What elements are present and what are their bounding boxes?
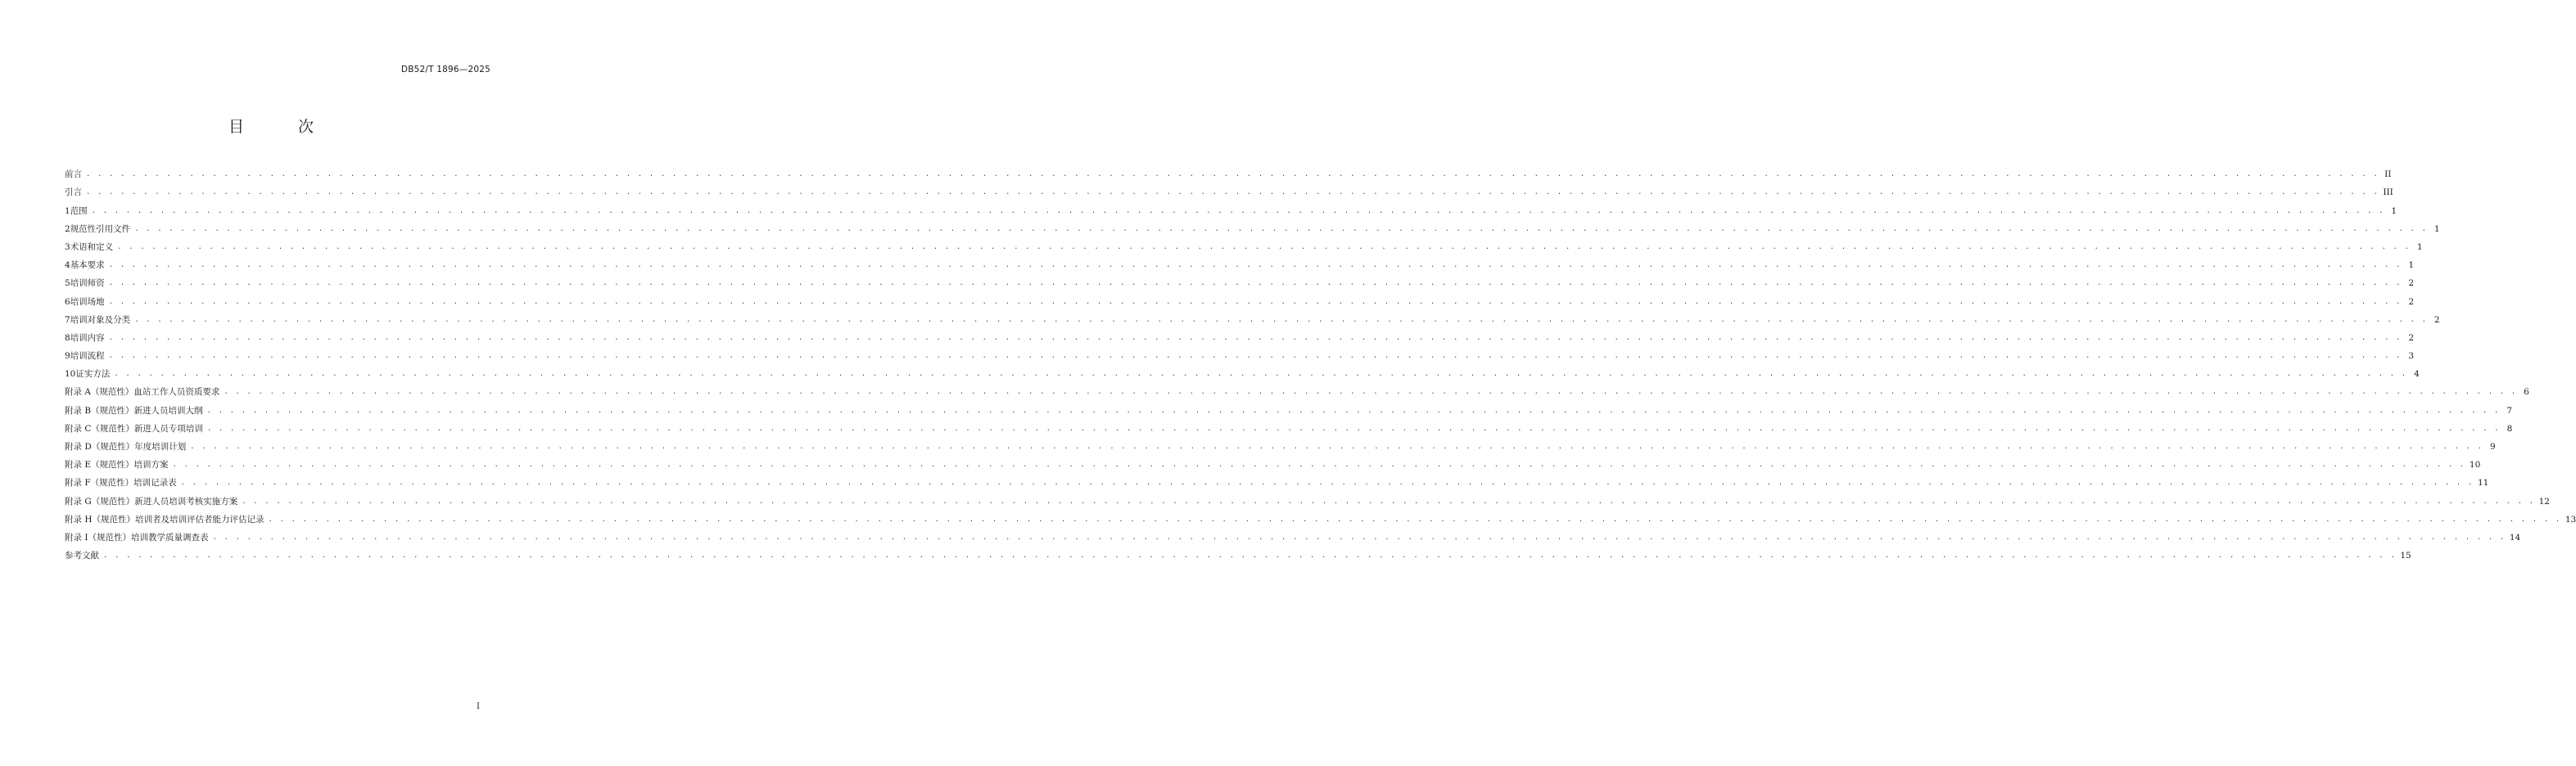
toc-annex-label: 附录 G（规范性） (65, 496, 135, 507)
toc-entry[interactable] (65, 525, 2521, 543)
toc-entry[interactable] (65, 289, 2415, 307)
toc-page-number: 2 (2408, 278, 2415, 289)
document-code: DB52/T 1896—2025 (400, 65, 490, 74)
toc-entry-title: 培训师资 (70, 278, 105, 289)
toc-page-number: 2 (2408, 332, 2415, 343)
table-of-contents (65, 162, 2576, 561)
toc-entry-title: 新进人员专项培训 (133, 423, 203, 434)
toc-clause-number: 4 (65, 260, 70, 271)
toc-entry[interactable] (65, 507, 2576, 525)
toc-entry-title: 新进人员培训考核实施方案 (134, 496, 238, 507)
toc-entry[interactable] (65, 453, 2481, 471)
toc-leader-dots: . . . . . . . . . . . . . . . . . . . . . . . . . . . . . . . . . . . . . . . . . . . . . . . . . . . . . . . . . . . . . . . . . . . . . . . . . . . . . . . . . . . . . . . . . . . . . . . . . . . . . . . . . . . . . . . . . . . . . . . . . . . . . . . . . . . . . . . . . . . . . . . . . . . . . . . . . . . . . . . . . . . . . . . . . . . . . . . . . . . . . . . . . . . . . . . . . . . . . . . . (86, 188, 2379, 197)
toc-page-number: 1 (2416, 241, 2423, 252)
toc-entry[interactable] (65, 198, 2397, 216)
toc-leader-dots: . . . . . . . . . . . . . . . . . . . . . . . . . . . . . . . . . . . . . . . . . . . . . . . . . . . . . . . . . . . . . . . . . . . . . . . . . . . . . . . . . . . . . . . . . . . . . . . . . . . . . . . . . . . . . . . . . . . . . . . . . . . . . . . . . . . . . . . . . . . . . . . . . . . . . . . . . . . . . . . . . . . . . . . . . . . . . . . . . . . . . . . . . . . . . . . . . . . . . . . . (206, 424, 2501, 433)
toc-page-number: 2 (2434, 314, 2440, 325)
toc-clause-number: 2 (65, 223, 70, 234)
toc-entry-title: 证实方法 (75, 369, 111, 380)
toc-entry-title: 培训场地 (70, 296, 105, 307)
toc-clause-number: 8 (65, 332, 70, 343)
toc-entry[interactable] (65, 235, 2423, 253)
toc-entry[interactable] (65, 217, 2440, 235)
toc-entry[interactable] (65, 253, 2415, 271)
toc-entry-title: 引言 (65, 187, 82, 198)
toc-leader-dots: . . . . . . . . . . . . . . . . . . . . . . . . . . . . . . . . . . . . . . . . . . . . . . . . . . . . . . . . . . . . . . . . . . . . . . . . . . . . . . . . . . . . . . . . . . . . . . . . . . . . . . . . . . . . . . . . . . . . . . . . . . . . . . . . . . . . . . . . . . . . . . . . . . . . . . . . . . . . . . . . . . . . . . . . . . . . . . . . . . . . . . . . . . . . . . . . . . . . . . . . (224, 388, 2517, 397)
toc-entry[interactable] (65, 162, 2392, 180)
toc-clause-number: 10 (65, 369, 76, 380)
toc-page-number: 13 (2565, 514, 2576, 525)
toc-entry-title: 培训流程 (70, 351, 105, 362)
toc-entry[interactable] (65, 543, 2411, 561)
toc-leader-dots: . . . . . . . . . . . . . . . . . . . . . . . . . . . . . . . . . . . . . . . . . . . . . . . . . . . . . . . . . . . . . . . . . . . . . . . . . . . . . . . . . . . . . . . . . . . . . . . . . . . . . . . . . . . . . . . . . . . . . . . . . . . . . . . . . . . . . . . . . . . . . . . . . . . . . . . . . . . . . . . . . . . . . . . . . . . . . . . . . . . . . . . . . . . . . . . . . . . . . . . . (114, 370, 2407, 379)
toc-leader-dots: . . . . . . . . . . . . . . . . . . . . . . . . . . . . . . . . . . . . . . . . . . . . . . . . . . . . . . . . . . . . . . . . . . . . . . . . . . . . . . . . . . . . . . . . . . . . . . . . . . . . . . . . . . . . . . . . . . . . . . . . . . . . . . . . . . . . . . . . . . . . . . . . . . . . . . . . . . . . . . . . . . . . . . . . . . . . . . . . . . . . . . . . . . . . . . . . . . . . . . . . (108, 297, 2402, 306)
toc-entry-title: 基本要求 (70, 260, 105, 271)
toc-page-number: 1 (2408, 260, 2415, 271)
toc-leader-dots: . . . . . . . . . . . . . . . . . . . . . . . . . . . . . . . . . . . . . . . . . . . . . . . . . . . . . . . . . . . . . . . . . . . . . . . . . . . . . . . . . . . . . . . . . . . . . . . . . . . . . . . . . . . . . . . . . . . . . . . . . . . . . . . . . . . . . . . . . . . . . . . . . . . . . . . . . . . . . . . . . . . . . . . . . . . . . . . . . . . . . . . . . . . . . . . . . . . . . . . . (108, 261, 2402, 270)
toc-annex-label: 附录 E（规范性） (65, 460, 134, 471)
toc-leader-dots: . . . . . . . . . . . . . . . . . . . . . . . . . . . . . . . . . . . . . . . . . . . . . . . . . . . . . . . . . . . . . . . . . . . . . . . . . . . . . . . . . . . . . . . . . . . . . . . . . . . . . . . . . . . . . . . . . . . . . . . . . . . . . . . . . . . . . . . . . . . . . . . . . . . . . . . . . . . . . . . . . . . . . . . . . . . . . . . . . . . . . . . . . . . . . . . . . . . . . . . . (108, 279, 2402, 288)
toc-clause-number: 9 (65, 351, 70, 362)
toc-page-number: 1 (2434, 223, 2440, 234)
toc-entry-title: 培训教学质量调查表 (131, 532, 209, 543)
toc-annex-label: 附录 B（规范性） (65, 405, 134, 416)
toc-clause-number: 6 (65, 296, 70, 307)
toc-leader-dots: . . . . . . . . . . . . . . . . . . . . . . . . . . . . . . . . . . . . . . . . . . . . . . . . . . . . . . . . . . . . . . . . . . . . . . . . . . . . . . . . . . . . . . . . . . . . . . . . . . . . . . . . . . . . . . . . . . . . . . . . . . . . . . . . . . . . . . . . . . . . . . . . . . . . . . . . . . . . . . . . . . . . . . . . . . . . . . . . . . . . . . . . . . . . . . . . . . . . . . . . (242, 497, 2535, 506)
toc-entry-title: 新进人员培训大纲 (133, 405, 203, 416)
toc-entry-title: 培训内容 (70, 332, 105, 343)
toc-leader-dots: . . . . . . . . . . . . . . . . . . . . . . . . . . . . . . . . . . . . . . . . . . . . . . . . . . . . . . . . . . . . . . . . . . . . . . . . . . . . . . . . . . . . . . . . . . . . . . . . . . . . . . . . . . . . . . . . . . . . . . . . . . . . . . . . . . . . . . . . . . . . . . . . . . . . . . . . . . . . . . . . . . . . . . . . . . . . . . . . . . . . . . . . . . . . . . . . . . . . . . . . (108, 333, 2402, 342)
toc-page-number: 10 (2469, 460, 2481, 471)
toc-annex-label: 附录 I（规范性） (65, 532, 131, 543)
toc-leader-dots: . . . . . . . . . . . . . . . . . . . . . . . . . . . . . . . . . . . . . . . . . . . . . . . . . . . . . . . . . . . . . . . . . . . . . . . . . . . . . . . . . . . . . . . . . . . . . . . . . . . . . . . . . . . . . . . . . . . . . . . . . . . . . . . . . . . . . . . . . . . . . . . . . . . . . . . . . . . . . . . . . . . . . . . . . . . . . . . . . . . . . . . . . . . . . . . . . . . . . . . . (212, 533, 2506, 542)
toc-entry-title: 培训方案 (133, 460, 169, 471)
toc-entry[interactable] (65, 362, 2420, 380)
toc-leader-dots: . . . . . . . . . . . . . . . . . . . . . . . . . . . . . . . . . . . . . . . . . . . . . . . . . . . . . . . . . . . . . . . . . . . . . . . . . . . . . . . . . . . . . . . . . . . . . . . . . . . . . . . . . . . . . . . . . . . . . . . . . . . . . . . . . . . . . . . . . . . . . . . . . . . . . . . . . . . . . . . . . . . . . . . . . . . . . . . . . . . . . . . . . . . . . . . . . . . . . . . . (91, 206, 2385, 215)
toc-entry[interactable] (65, 180, 2393, 198)
toc-entry[interactable] (65, 435, 2496, 453)
toc-entry-title: 血站工作人员资质要求 (133, 387, 220, 398)
toc-entry-title: 培训记录表 (133, 478, 177, 489)
toc-annex-label: 附录 D（规范性） (65, 442, 135, 452)
page-title: 目 次 (228, 118, 339, 136)
page-number: I (477, 702, 480, 711)
toc-annex-label: 附录 H（规范性） (65, 514, 135, 525)
toc-annex-label: 附录 C（规范性） (65, 423, 134, 434)
toc-clause-number: 3 (65, 241, 70, 252)
toc-entry-title: 培训者及培训评估者能力评估记录 (135, 514, 264, 525)
toc-clause-number: 5 (65, 278, 70, 289)
toc-entry-title: 范围 (70, 205, 88, 216)
toc-entry[interactable] (65, 471, 2489, 489)
toc-clause-number: 7 (65, 314, 70, 325)
toc-entry[interactable] (65, 380, 2529, 398)
toc-page-number: III (2383, 187, 2393, 198)
toc-entry[interactable] (65, 308, 2440, 326)
toc-page-number: 11 (2478, 478, 2489, 489)
toc-leader-dots: . . . . . . . . . . . . . . . . . . . . . . . . . . . . . . . . . . . . . . . . . . . . . . . . . . . . . . . . . . . . . . . . . . . . . . . . . . . . . . . . . . . . . . . . . . . . . . . . . . . . . . . . . . . . . . . . . . . . . . . . . . . . . . . . . . . . . . . . . . . . . . . . . . . . . . . . . . . . . . . . . . . . . . . . . . . . . . . . . . . . . . . . . . . . . . . . . . . . . . . . (117, 242, 2411, 251)
toc-page-number: 9 (2489, 442, 2496, 452)
toc-leader-dots: . . . . . . . . . . . . . . . . . . . . . . . . . . . . . . . . . . . . . . . . . . . . . . . . . . . . . . . . . . . . . . . . . . . . . . . . . . . . . . . . . . . . . . . . . . . . . . . . . . . . . . . . . . . . . . . . . . . . . . . . . . . . . . . . . . . . . . . . . . . . . . . . . . . . . . . . . . . . . . . . . . . . . . . . . . . . . . . . . . . . . . . . . . . . . . . . . . . . . . . . (108, 352, 2402, 361)
toc-page-number: 1 (2391, 205, 2397, 216)
toc-entry-title: 前言 (65, 169, 82, 180)
toc-leader-dots: . . . . . . . . . . . . . . . . . . . . . . . . . . . . . . . . . . . . . . . . . . . . . . . . . . . . . . . . . . . . . . . . . . . . . . . . . . . . . . . . . . . . . . . . . . . . . . . . . . . . . . . . . . . . . . . . . . . . . . . . . . . . . . . . . . . . . . . . . . . . . . . . . . . . . . . . . . . . . . . . . . . . . . . . . . . . . . . . . . . . . . . . . . . . . . . . . . . . . . . . (172, 461, 2465, 470)
toc-page-number: 2 (2408, 296, 2415, 307)
toc-leader-dots: . . . . . . . . . . . . . . . . . . . . . . . . . . . . . . . . . . . . . . . . . . . . . . . . . . . . . . . . . . . . . . . . . . . . . . . . . . . . . . . . . . . . . . . . . . . . . . . . . . . . . . . . . . . . . . . . . . . . . . . . . . . . . . . . . . . . . . . . . . . . . . . . . . . . . . . . . . . . . . . . . . . . . . . . . . . . . . . . . . . . . . . . . . . . . . . . . . . . . . . . (134, 224, 2428, 233)
toc-entry-title: 年度培训计划 (134, 442, 187, 452)
toc-entry-title: 参考文献 (65, 551, 99, 561)
toc-entry[interactable] (65, 344, 2415, 362)
toc-page-number: 3 (2408, 351, 2415, 362)
toc-entry[interactable] (65, 326, 2415, 344)
toc-leader-dots: . . . . . . . . . . . . . . . . . . . . . . . . . . . . . . . . . . . . . . . . . . . . . . . . . . . . . . . . . . . . . . . . . . . . . . . . . . . . . . . . . . . . . . . . . . . . . . . . . . . . . . . . . . . . . . . . . . . . . . . . . . . . . . . . . . . . . . . . . . . . . . . . . . . . . . . . . . . . . . . . . . . . . . . . . . . . . . . . . . . . . . . . . . . . . . . . . . . . . . . . (206, 406, 2500, 415)
toc-leader-dots: . . . . . . . . . . . . . . . . . . . . . . . . . . . . . . . . . . . . . . . . . . . . . . . . . . . . . . . . . . . . . . . . . . . . . . . . . . . . . . . . . . . . . . . . . . . . . . . . . . . . . . . . . . . . . . . . . . . . . . . . . . . . . . . . . . . . . . . . . . . . . . . . . . . . . . . . . . . . . . . . . . . . . . . . . . . . . . . . . . . . . . . . . . . . . . . . . . . . . . . . (190, 443, 2483, 451)
toc-entry[interactable] (65, 417, 2513, 435)
toc-entry-title: 术语和定义 (70, 241, 114, 252)
toc-entry[interactable] (65, 271, 2415, 289)
toc-leader-dots: . . . . . . . . . . . . . . . . . . . . . . . . . . . . . . . . . . . . . . . . . . . . . . . . . . . . . . . . . . . . . . . . . . . . . . . . . . . . . . . . . . . . . . . . . . . . . . . . . . . . . . . . . . . . . . . . . . . . . . . . . . . . . . . . . . . . . . . . . . . . . . . . . . . . . . . . . . . . . . . . . . . . . . . . . . . . . . . . . . . . . . . . . . . . . . . . . . . . . . . . (180, 479, 2474, 488)
toc-leader-dots: . . . . . . . . . . . . . . . . . . . . . . . . . . . . . . . . . . . . . . . . . . . . . . . . . . . . . . . . . . . . . . . . . . . . . . . . . . . . . . . . . . . . . . . . . . . . . . . . . . . . . . . . . . . . . . . . . . . . . . . . . . . . . . . . . . . . . . . . . . . . . . . . . . . . . . . . . . . . . . . . . . . . . . . . . . . . . . . . . . . . . . . . . . . . . . . . . . . . . . . . (86, 170, 2379, 179)
toc-annex-label: 附录 A（规范性） (65, 387, 134, 398)
toc-page-number: 12 (2538, 496, 2550, 507)
toc-clause-number: 1 (65, 205, 70, 216)
toc-page-number: 14 (2509, 532, 2521, 543)
toc-leader-dots: . . . . . . . . . . . . . . . . . . . . . . . . . . . . . . . . . . . . . . . . . . . . . . . . . . . . . . . . . . . . . . . . . . . . . . . . . . . . . . . . . . . . . . . . . . . . . . . . . . . . . . . . . . . . . . . . . . . . . . . . . . . . . . . . . . . . . . . . . . . . . . . . . . . . . . . . . . . . . . . . . . . . . . . . . . . . . . . . . . . . . . . . . . . . . . . . . . . . . . . . (103, 552, 2397, 561)
toc-page-number: 7 (2506, 405, 2512, 416)
toc-page-number: 8 (2506, 423, 2513, 434)
toc-page-number: II (2384, 169, 2392, 180)
toc-page-number: 15 (2400, 551, 2411, 561)
toc-leader-dots: . . . . . . . . . . . . . . . . . . . . . . . . . . . . . . . . . . . . . . . . . . . . . . . . . . . . . . . . . . . . . . . . . . . . . . . . . . . . . . . . . . . . . . . . . . . . . . . . . . . . . . . . . . . . . . . . . . . . . . . . . . . . . . . . . . . . . . . . . . . . . . . . . . . . . . . . . . . . . . . . . . . . . . . . . . . . . . . . . . . . . . . . . . . . . . . . . . . . . . . . (134, 315, 2428, 324)
toc-annex-label: 附录 F（规范性） (65, 478, 134, 489)
toc-entry[interactable] (65, 398, 2512, 416)
toc-page-number: 6 (2524, 387, 2529, 398)
toc-entry-title: 规范性引用文件 (70, 223, 131, 234)
toc-entry[interactable] (65, 489, 2550, 507)
toc-page-number: 4 (2414, 369, 2420, 380)
toc-leader-dots: . . . . . . . . . . . . . . . . . . . . . . . . . . . . . . . . . . . . . . . . . . . . . . . . . . . . . . . . . . . . . . . . . . . . . . . . . . . . . . . . . . . . . . . . . . . . . . . . . . . . . . . . . . . . . . . . . . . . . . . . . . . . . . . . . . . . . . . . . . . . . . . . . . . . . . . . . . . . . . . . . . . . . . . . . . . . . . . . . . . . . . . . . . . . . . . . . . . . . . . . (268, 515, 2561, 524)
toc-entry-title: 培训对象及分类 (70, 314, 131, 325)
